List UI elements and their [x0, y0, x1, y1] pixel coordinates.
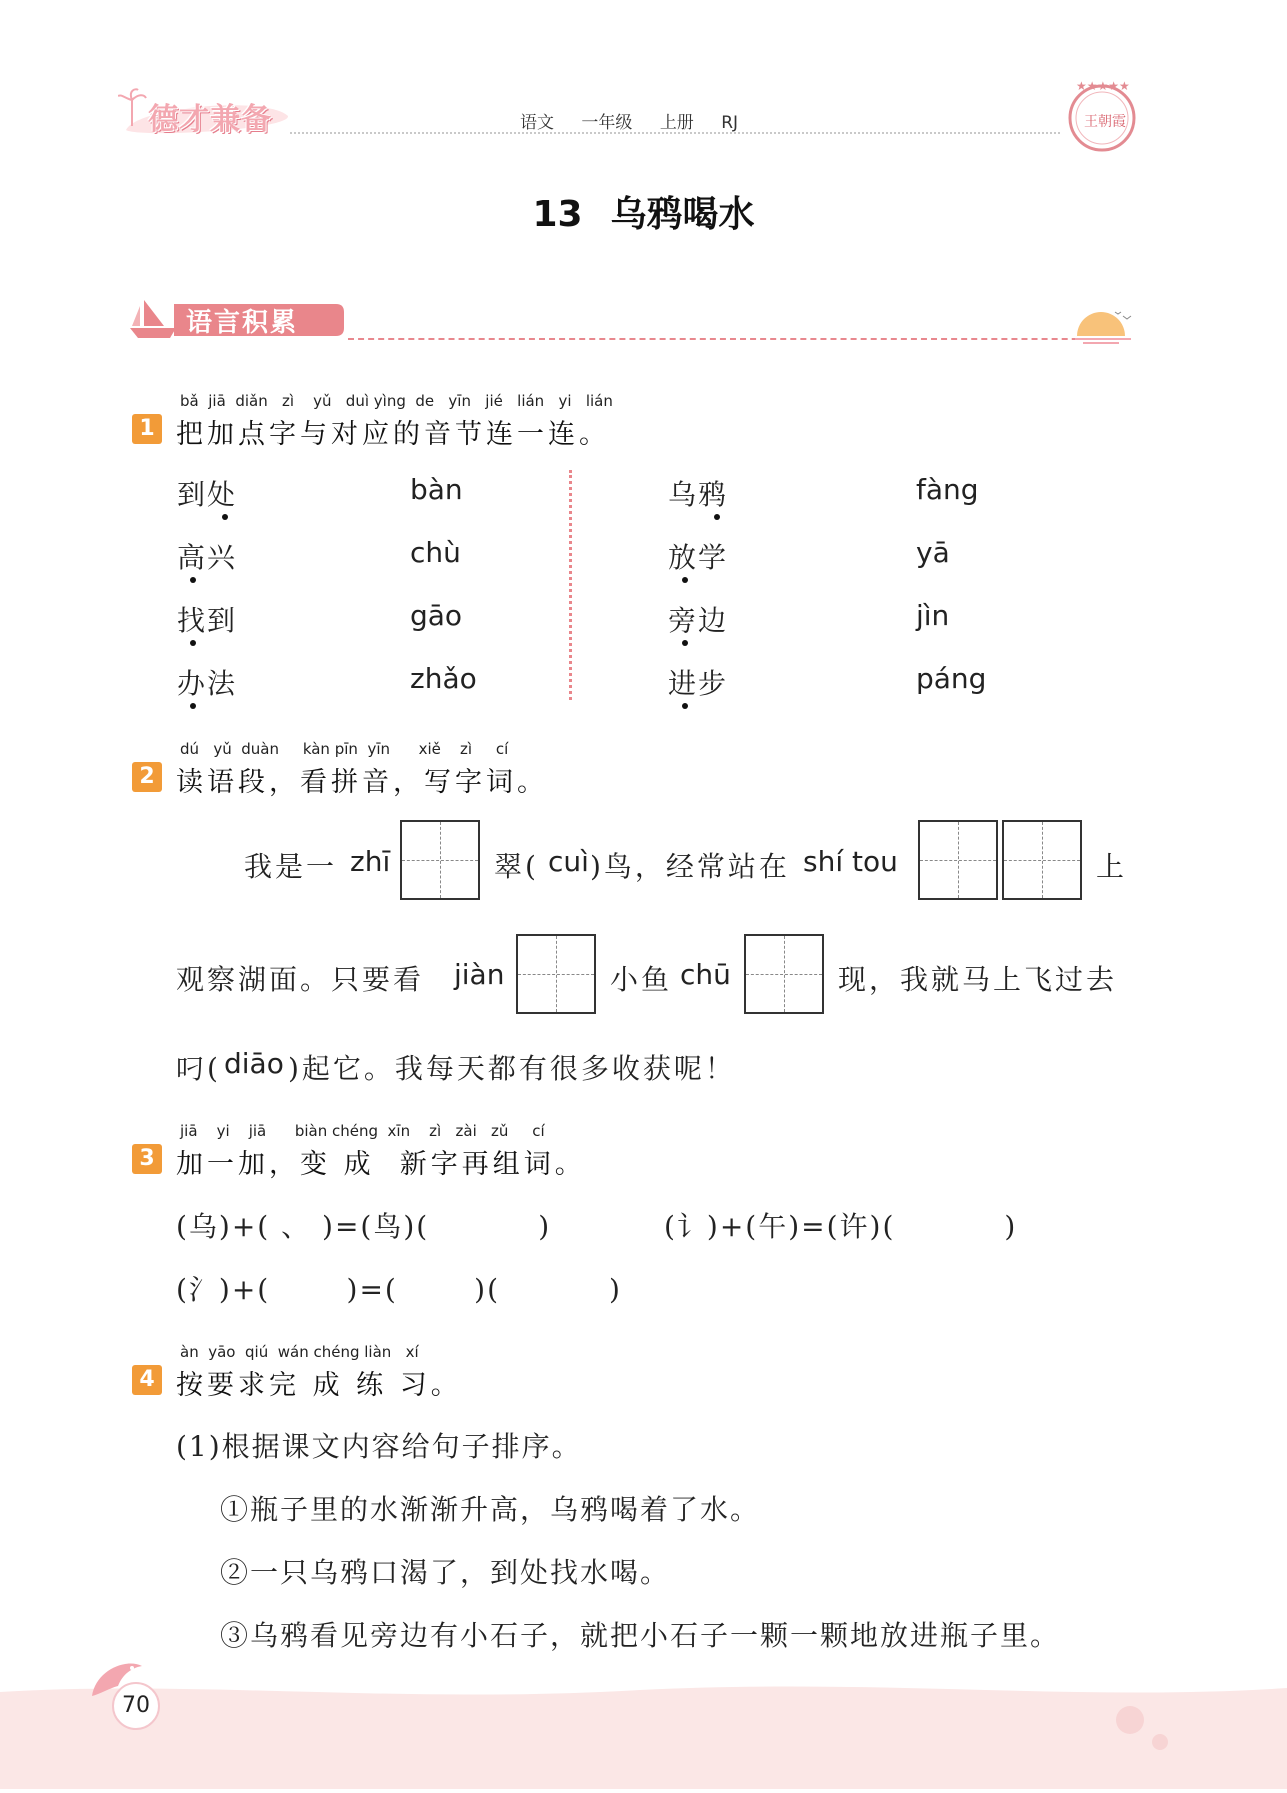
- header-edition: RJ: [721, 113, 739, 133]
- passage-text: 翠(: [494, 850, 539, 883]
- q2-instruction: 读语段，看拼音，写字词。: [176, 767, 548, 798]
- footer-background: [0, 1680, 1287, 1789]
- section-banner: [130, 300, 345, 340]
- q1-right-pinyin[interactable]: fàng: [916, 473, 979, 506]
- lesson-name: 乌鸦喝水: [610, 194, 755, 235]
- q3-equation[interactable]: (乌)+( 、 )=(鸟)( ): [176, 1210, 552, 1243]
- header-volume: 上册: [659, 113, 694, 133]
- svg-text:王朝霞: 王朝霞: [1084, 114, 1126, 130]
- writing-box[interactable]: [744, 934, 824, 1014]
- q3-equation[interactable]: (讠)+(午)=(许)( ): [664, 1210, 1018, 1243]
- q3-pinyin: jiā yi jiā biàn chéng xīn zì zài zǔ cí: [180, 1122, 545, 1140]
- brand-logo: [118, 86, 294, 140]
- q3-equation[interactable]: (氵)+( )=( )( ): [176, 1273, 622, 1306]
- q3-number: 3: [132, 1144, 162, 1174]
- q1-left-pinyin[interactable]: gāo: [410, 599, 463, 632]
- q1-right-word: 旁边: [668, 604, 729, 637]
- emphasis-dot: [682, 703, 688, 709]
- emphasis-dot: [682, 640, 688, 646]
- passage-pinyin: cuì: [548, 845, 589, 878]
- emphasis-dot: [190, 577, 196, 583]
- q1-right-pinyin[interactable]: páng: [916, 662, 987, 695]
- passage-pinyin: shí tou: [803, 845, 898, 878]
- brand-text: 德才兼备: [148, 102, 272, 137]
- q4-instruction: 按要求完 成 练 习。: [176, 1370, 462, 1401]
- passage-pinyin: zhī: [350, 845, 391, 878]
- passage-text: 小鱼: [610, 963, 673, 996]
- q1-instruction: 把加点字与对应的音节连一连。: [176, 419, 610, 450]
- q1-left-word: 到处: [177, 478, 238, 511]
- passage-text: 观察湖面。只要看: [176, 963, 425, 996]
- passage-text: 上: [1096, 850, 1128, 883]
- emphasis-dot: [190, 640, 196, 646]
- writing-box[interactable]: [400, 820, 480, 900]
- writing-box[interactable]: [1002, 820, 1082, 900]
- q4-pinyin: àn yāo qiú wán chéng liàn xí: [180, 1343, 419, 1361]
- q1-right-word: 放学: [668, 541, 729, 574]
- q1-left-word: 办法: [177, 667, 238, 700]
- q1-left-pinyin[interactable]: zhǎo: [410, 662, 477, 695]
- header-subject: 语文: [520, 113, 554, 133]
- emphasis-dot: [190, 703, 196, 709]
- q3-instruction: 加一加，变 成 新字再组词。: [176, 1149, 586, 1180]
- q4-sentence: ①瓶子里的水渐渐升高，乌鸦喝着了水。: [220, 1493, 761, 1526]
- emphasis-dot: [682, 577, 688, 583]
- q1-right-word: 乌鸦: [668, 478, 729, 511]
- passage-text: 叼(: [176, 1052, 221, 1085]
- passage-pinyin: diāo: [224, 1047, 284, 1080]
- q1-left-pinyin[interactable]: chù: [410, 536, 461, 569]
- q1-right-pinyin[interactable]: jìn: [916, 599, 950, 632]
- passage-pinyin: jiàn: [454, 958, 505, 991]
- lesson-number: 13: [532, 194, 583, 235]
- passage-text: )起它。我每天都有很多收获呢！: [288, 1052, 736, 1085]
- header-grade: 一年级: [581, 113, 633, 133]
- emphasis-dot: [714, 514, 720, 520]
- q1-left-word: 找到: [177, 604, 238, 637]
- q1-right-word: 进步: [668, 667, 729, 700]
- q1-pinyin: bǎ jiā diǎn zì yǔ duì yìng de yīn jié lián yi lián: [180, 392, 613, 410]
- q4-subquestion: (1)根据课文内容给句子排序。: [176, 1430, 582, 1463]
- page-number: 70: [112, 1682, 160, 1730]
- passage-text: 我是一: [244, 850, 338, 883]
- svg-text:★★★★★: ★★★★★: [1076, 79, 1130, 93]
- q1-left-pinyin[interactable]: bàn: [410, 473, 463, 506]
- q2-pinyin: dú yǔ duàn kàn pīn yīn xiě zì cí: [180, 740, 509, 758]
- sunset-icon: [1075, 310, 1135, 346]
- q4-sentence: ③乌鸦看见旁边有小石子，就把小石子一颗一颗地放进瓶子里。: [220, 1619, 1061, 1652]
- column-separator: [569, 470, 572, 700]
- author-seal: [1062, 76, 1142, 156]
- section-label: 语言积累: [186, 308, 299, 338]
- passage-text: 现，我就马上飞过去: [838, 963, 1118, 996]
- emphasis-dot: [222, 514, 228, 520]
- writing-box[interactable]: [516, 934, 596, 1014]
- header-meta: [520, 108, 756, 133]
- q1-number: 1: [132, 414, 162, 444]
- writing-box[interactable]: [918, 820, 998, 900]
- q2-number: 2: [132, 762, 162, 792]
- passage-pinyin: chū: [680, 958, 731, 991]
- passage-text: )鸟，经常站在: [590, 850, 790, 883]
- q4-number: 4: [132, 1365, 162, 1395]
- q1-right-pinyin[interactable]: yā: [916, 536, 950, 569]
- lesson-title: [0, 186, 1287, 237]
- section-divider: [348, 338, 1128, 340]
- q4-sentence: ②一只乌鸦口渴了，到处找水喝。: [220, 1556, 671, 1589]
- q1-left-word: 高兴: [177, 541, 238, 574]
